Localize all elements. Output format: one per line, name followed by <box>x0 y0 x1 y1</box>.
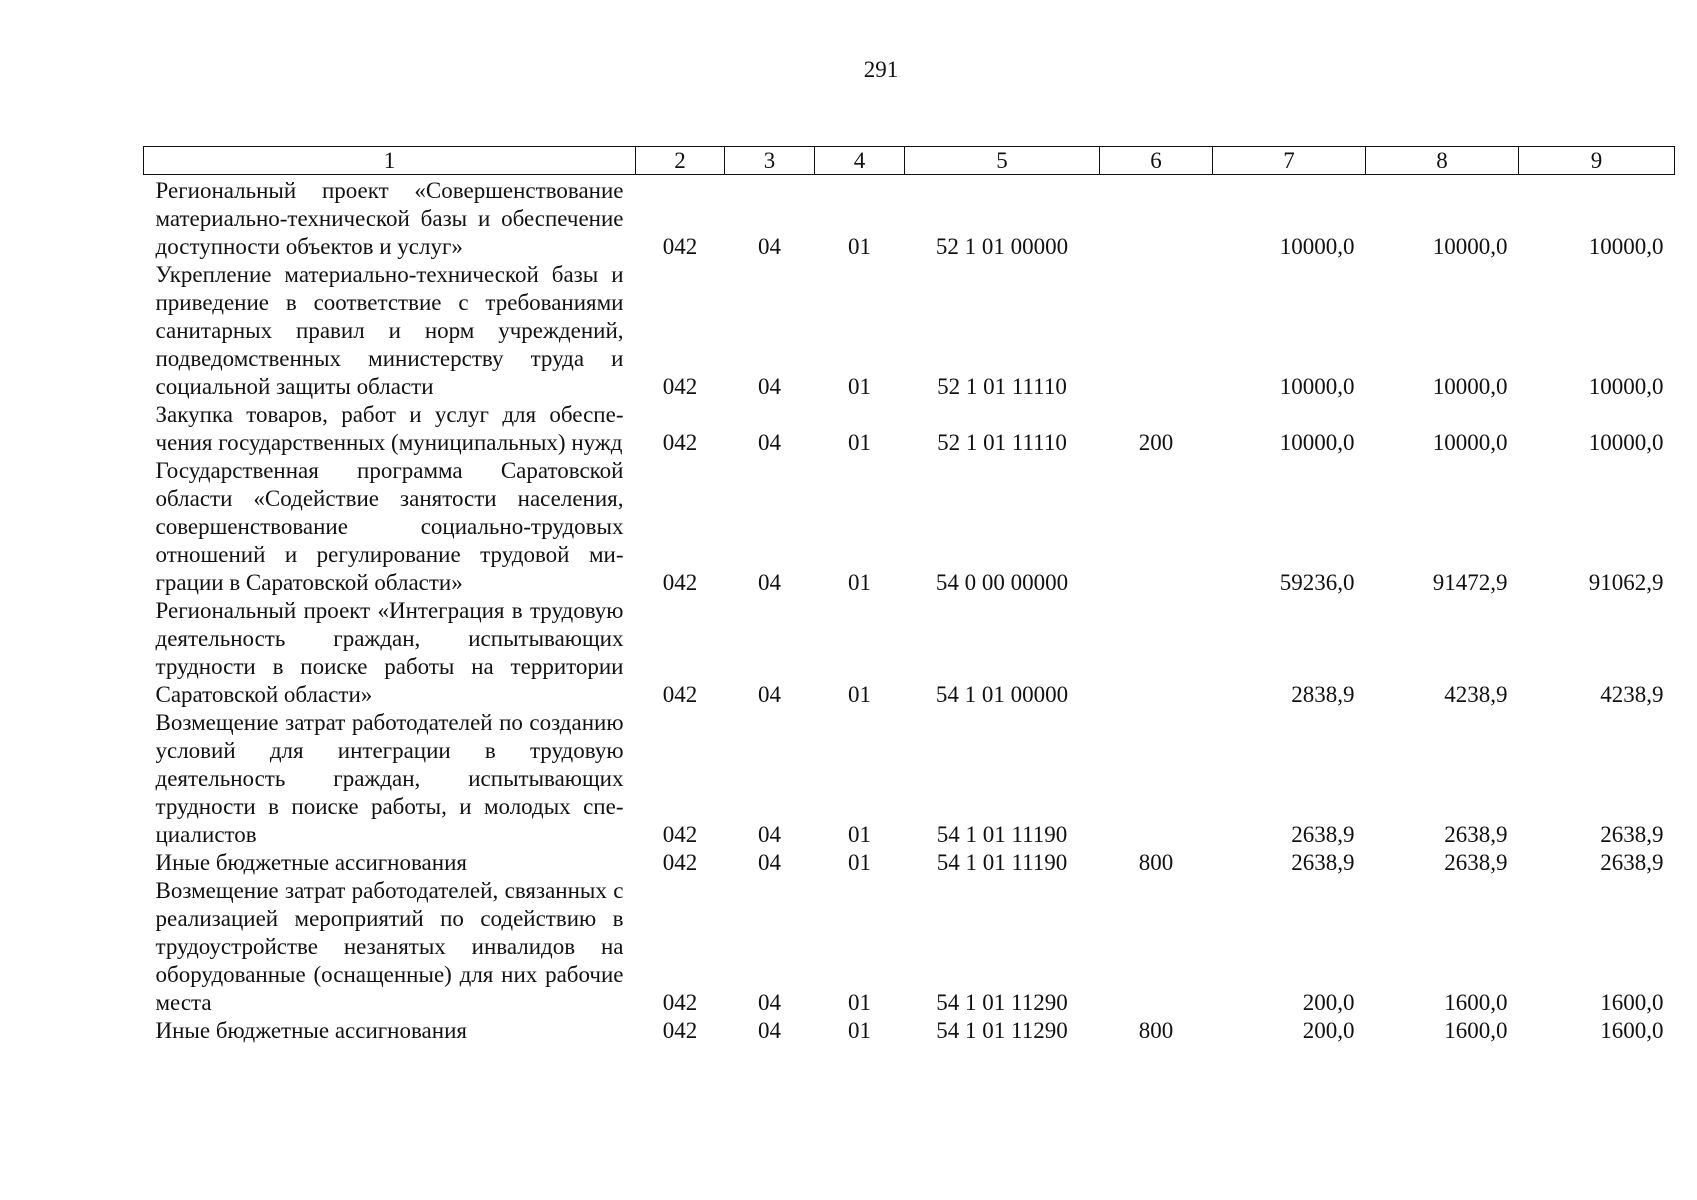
row-name: Государственная программа Саратовской области «Содействие занятости населения, совершенствование социально-трудовых отношений и регулирование трудовой миграции в Саратовской области» <box>155 458 624 595</box>
cell-col6 <box>1100 175 1213 262</box>
cell-col2: 042 <box>662 990 698 1015</box>
table-row <box>144 261 1675 401</box>
row-name: Возмещение затрат работодателей по созданию условий для интеграции в трудовую деятельность граждан, испытывающих трудности в поиске работы, и молодых специалистов <box>155 710 624 847</box>
cell-col6 <box>1100 261 1213 401</box>
table-row <box>144 877 1675 1017</box>
cell-col5: 54 0 00 00000 <box>935 570 1069 595</box>
table-row <box>144 597 1675 709</box>
cell-col7: 200,0 <box>1302 1018 1355 1043</box>
cell-col9: 10000,0 <box>1588 234 1664 259</box>
table-row <box>144 401 1675 457</box>
cell-col8: 2638,9 <box>1444 822 1508 847</box>
cell-col6: 800 <box>1138 1018 1174 1043</box>
table-row <box>144 457 1675 597</box>
column-header: 8 <box>1366 147 1519 175</box>
column-header: 4 <box>815 147 905 175</box>
cell-col3: 04 <box>758 990 781 1015</box>
cell-col6 <box>1100 457 1213 597</box>
cell-col4: 01 <box>848 570 871 595</box>
cell-col5: 52 1 01 11110 <box>937 430 1067 455</box>
row-name: Региональный проект «Интеграция в трудовую деятельность граждан, испытывающих трудности в поиске работы на территории Саратовской области» <box>155 598 624 707</box>
column-header: 5 <box>905 147 1100 175</box>
cell-col2: 042 <box>662 234 698 259</box>
cell-col8: 1600,0 <box>1444 990 1508 1015</box>
cell-col4: 01 <box>848 1018 871 1043</box>
cell-col3: 04 <box>758 374 781 399</box>
cell-col3: 04 <box>758 570 781 595</box>
cell-col6: 800 <box>1138 850 1174 875</box>
cell-col8: 10000,0 <box>1432 374 1508 399</box>
cell-col3: 04 <box>758 234 781 259</box>
cell-col9: 1600,0 <box>1600 990 1664 1015</box>
budget-table <box>143 146 1675 1045</box>
cell-col3: 04 <box>758 850 781 875</box>
cell-col4: 01 <box>848 990 871 1015</box>
cell-col8: 10000,0 <box>1432 234 1508 259</box>
row-name: Иные бюджетные ассигнования <box>155 1018 467 1043</box>
cell-col4: 01 <box>848 374 871 399</box>
cell-col2: 042 <box>662 850 698 875</box>
cell-col9: 91062,9 <box>1588 570 1664 595</box>
column-header: 7 <box>1213 147 1366 175</box>
table-header-row <box>144 147 1675 175</box>
cell-col5: 52 1 01 00000 <box>935 234 1069 259</box>
cell-col9: 10000,0 <box>1588 430 1664 455</box>
cell-col9: 10000,0 <box>1588 374 1664 399</box>
cell-col4: 01 <box>848 430 871 455</box>
cell-col3: 04 <box>758 1018 781 1043</box>
cell-col4: 01 <box>848 850 871 875</box>
cell-col9: 4238,9 <box>1600 682 1664 707</box>
cell-col8: 1600,0 <box>1444 1018 1508 1043</box>
cell-col5: 54 1 01 11290 <box>936 990 1068 1015</box>
table-row <box>144 849 1675 877</box>
cell-col6 <box>1100 709 1213 849</box>
cell-col7: 10000,0 <box>1279 430 1355 455</box>
row-name: Иные бюджетные ассигнования <box>155 850 467 875</box>
cell-col4: 01 <box>848 822 871 847</box>
cell-col8: 4238,9 <box>1444 682 1508 707</box>
cell-col8: 91472,9 <box>1432 570 1508 595</box>
cell-col4: 01 <box>848 234 871 259</box>
cell-col7: 2638,9 <box>1291 822 1355 847</box>
cell-col3: 04 <box>758 682 781 707</box>
table-row <box>144 175 1675 262</box>
cell-col5: 54 1 01 00000 <box>935 682 1069 707</box>
cell-col7: 10000,0 <box>1279 374 1355 399</box>
cell-col7: 2638,9 <box>1291 850 1355 875</box>
cell-col2: 042 <box>662 822 698 847</box>
cell-col9: 2638,9 <box>1600 822 1664 847</box>
cell-col6 <box>1100 877 1213 1017</box>
row-name: Закупка товаров, работ и услуг для обеспечения государственных (муниципальных) нужд <box>155 402 624 455</box>
cell-col9: 1600,0 <box>1600 1018 1664 1043</box>
cell-col7: 2838,9 <box>1291 682 1355 707</box>
cell-col2: 042 <box>662 374 698 399</box>
cell-col8: 2638,9 <box>1444 850 1508 875</box>
cell-col4: 01 <box>848 682 871 707</box>
cell-col2: 042 <box>662 570 698 595</box>
cell-col2: 042 <box>662 430 698 455</box>
page-number: 291 <box>863 57 899 82</box>
cell-col9: 2638,9 <box>1600 850 1664 875</box>
column-header: 6 <box>1100 147 1213 175</box>
table-row <box>144 1017 1675 1045</box>
cell-col2: 042 <box>662 682 698 707</box>
table-row <box>144 709 1675 849</box>
row-name: Укрепление материально-технической базы и приведение в соответствие с требованиями санитарных правил и норм учреждений, подведомственных министерству труда и социальной защиты области <box>155 262 624 399</box>
cell-col2: 042 <box>662 1018 698 1043</box>
column-header: 9 <box>1519 147 1675 175</box>
cell-col7: 59236,0 <box>1279 570 1355 595</box>
cell-col3: 04 <box>758 430 781 455</box>
column-header: 1 <box>144 147 636 175</box>
row-name: Возмещение затрат работодателей, связанных с реализацией мероприятий по содействию в трудоустройстве незанятых инвалидов на оборудованные (оснащенные) для них рабочие места <box>155 878 624 1015</box>
cell-col6 <box>1100 597 1213 709</box>
row-name: Региональный проект «Совершенствование материально-технической базы и обеспечение доступности объектов и услуг» <box>155 178 624 259</box>
cell-col3: 04 <box>758 822 781 847</box>
cell-col8: 10000,0 <box>1432 430 1508 455</box>
cell-col5: 52 1 01 11110 <box>937 374 1067 399</box>
cell-col5: 54 1 01 11190 <box>936 822 1068 847</box>
column-header: 2 <box>636 147 725 175</box>
cell-col6: 200 <box>1138 430 1174 455</box>
cell-col7: 200,0 <box>1302 990 1355 1015</box>
cell-col5: 54 1 01 11190 <box>936 850 1068 875</box>
cell-col5: 54 1 01 11290 <box>936 1018 1068 1043</box>
column-header: 3 <box>725 147 815 175</box>
cell-col7: 10000,0 <box>1279 234 1355 259</box>
